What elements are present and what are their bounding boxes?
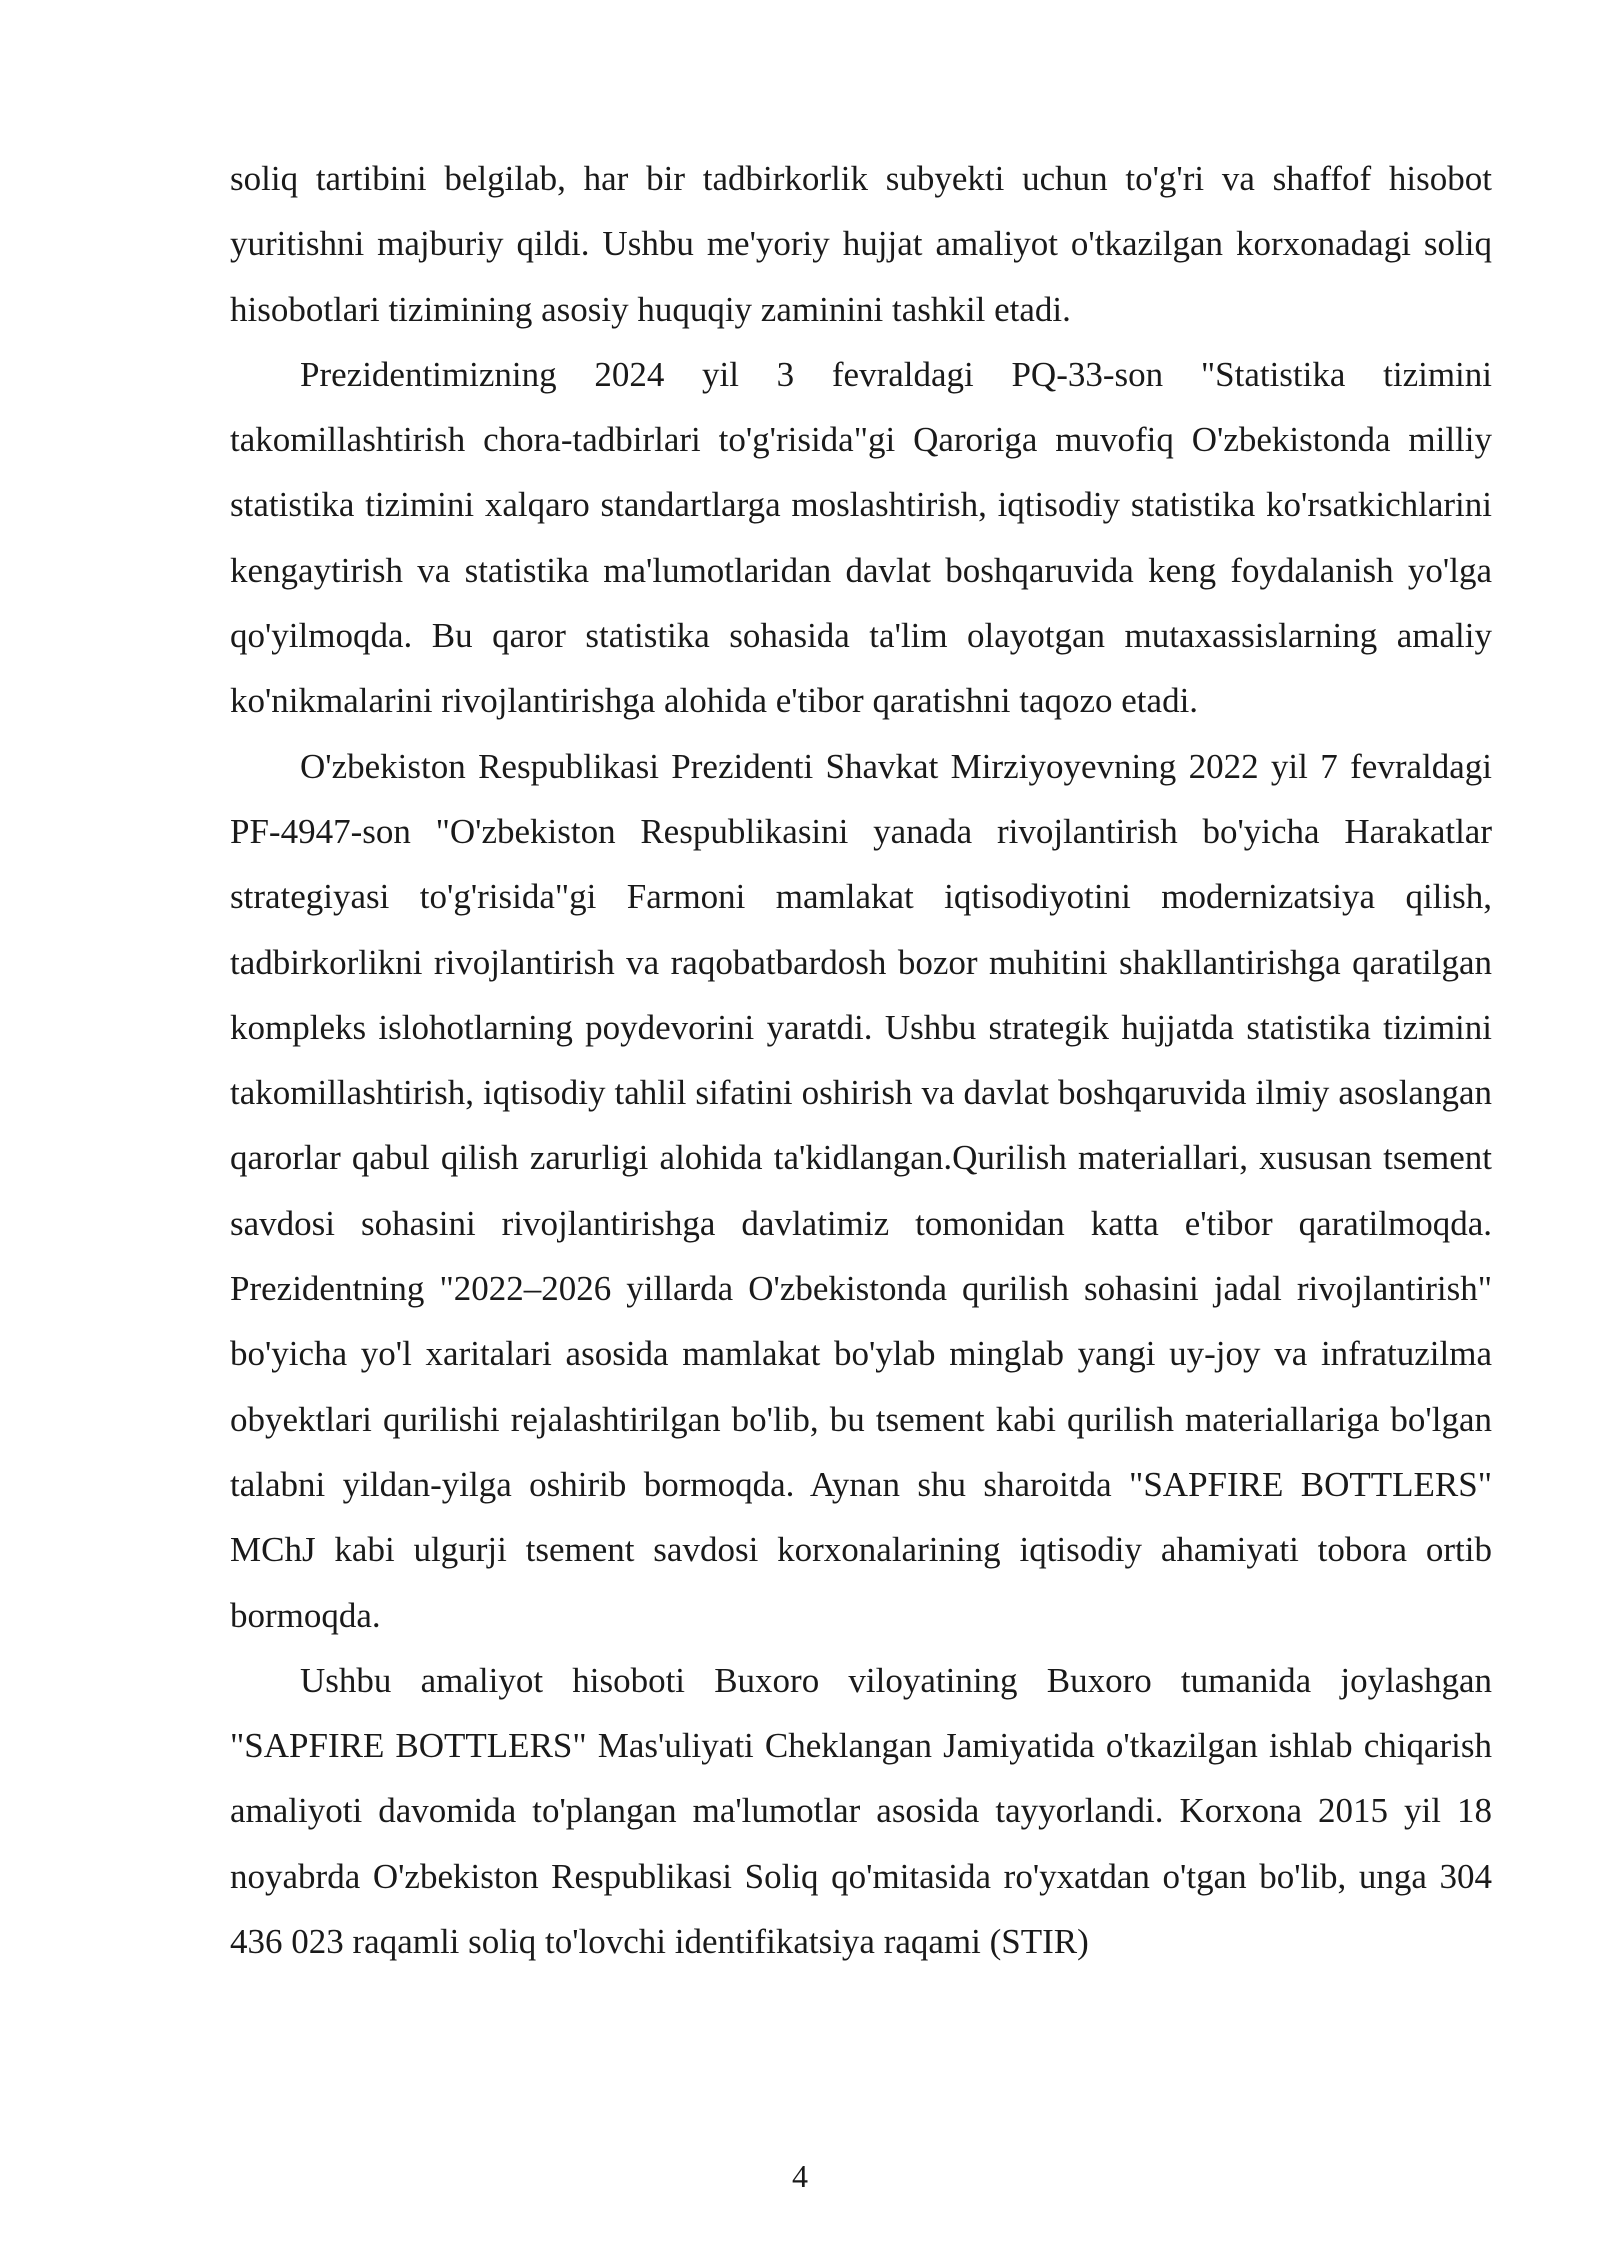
paragraph-4: Ushbu amaliyot hisoboti Buxoro viloyatining Buxoro tumanida joylashgan "SAPFIRE BOTTLERS" Mas'uliyati Cheklangan Jamiyatida o'tkazilgan ishlab chiqarish amaliyoti davomida to'plangan ma'lumotlar asosida tayyorlandi. Korxona 2015 yil 18 noyabrda O'zbekiston Respublikasi Soliq qo'mitasida ro'yxatdan o'tgan bo'lib, unga 304 436 023 raqamli soliq to'lovchi identifikatsiya raqami (STIR): [230, 1660, 1492, 1962]
paragraph-2: Prezidentimizning 2024 yil 3 fevraldagi PQ-33-son "Statistika tizimini takomillashtirish chora-tadbirlari to'g'risida"gi Qaroriga muvofiq O'zbekistonda milliy statistika tizimini xalqaro standartlarga moslashtirish, iqtisodiy statistika ko'rsatkichlarini kengaytirish va statistika ma'lumotlaridan davlat boshqaruvida keng foydalanish yo'lga qo'yilmoqda. Bu qaror statistika sohasida ta'lim olayotgan mutaxassislarning amaliy ko'nikmalarini rivojlantirishga alohida e'tibor qaratishni taqozo etadi.: [230, 354, 1492, 721]
page-number: 4: [792, 2158, 808, 2194]
paragraph-3: O'zbekiston Respublikasi Prezidenti Shavkat Mirziyoyevning 2022 yil 7 fevraldagi PF-4947-son "O'zbekiston Respublikasini yanada rivojlantirish bo'yicha Harakatlar strategiyasi to'g'risida"gi Farmoni mamlakat iqtisodiyotini modernizatsiya qilish, tadbirkorlikni rivojlantirish va raqobatbardosh bozor muhitini shakllantirishga qaratilgan kompleks islohotlarning poydevorini yaratdi. Ushbu strategik hujjatda statistika tizimini takomillashtirish, iqtisodiy tahlil sifatini oshirish va davlat boshqaruvida ilmiy asoslangan qarorlar qabul qilish zarurligi alohida ta'kidlangan.Qurilish materiallari, xususan tsement savdosi sohasini rivojlantirishga davlatimiz tomonidan katta e'tibor qaratilmoqda. Prezidentning "2022–2026 yillarda O'zbekistonda qurilish sohasini jadal rivojlantirish" bo'yicha yo'l xaritalari asosida mamlakat bo'ylab minglab yangi uy-joy va infratuzilma obyektlari qurilishi rejalashtirilgan bo'lib, bu tsement kabi qurilish materiallariga bo'lgan talabni yildan-yilga oshirib bormoqda. Aynan shu sharoitda "SAPFIRE BOTTLERS" MChJ kabi ulgurji tsement savdosi korxonalarining iqtisodiy ahamiyati tobora ortib bormoqda.: [230, 746, 1492, 1635]
paragraph-1: soliq tartibini belgilab, har bir tadbirkorlik subyekti uchun to'g'ri va shaffof hisobot yuritishni majburiy qildi. Ushbu me'yoriy hujjat amaliyot o'tkazilgan korxonadagi soliq hisobotlari tizimining asosiy huquqiy zaminini tashkil etadi.: [230, 159, 1492, 329]
document-body: [230, 146, 1492, 1974]
